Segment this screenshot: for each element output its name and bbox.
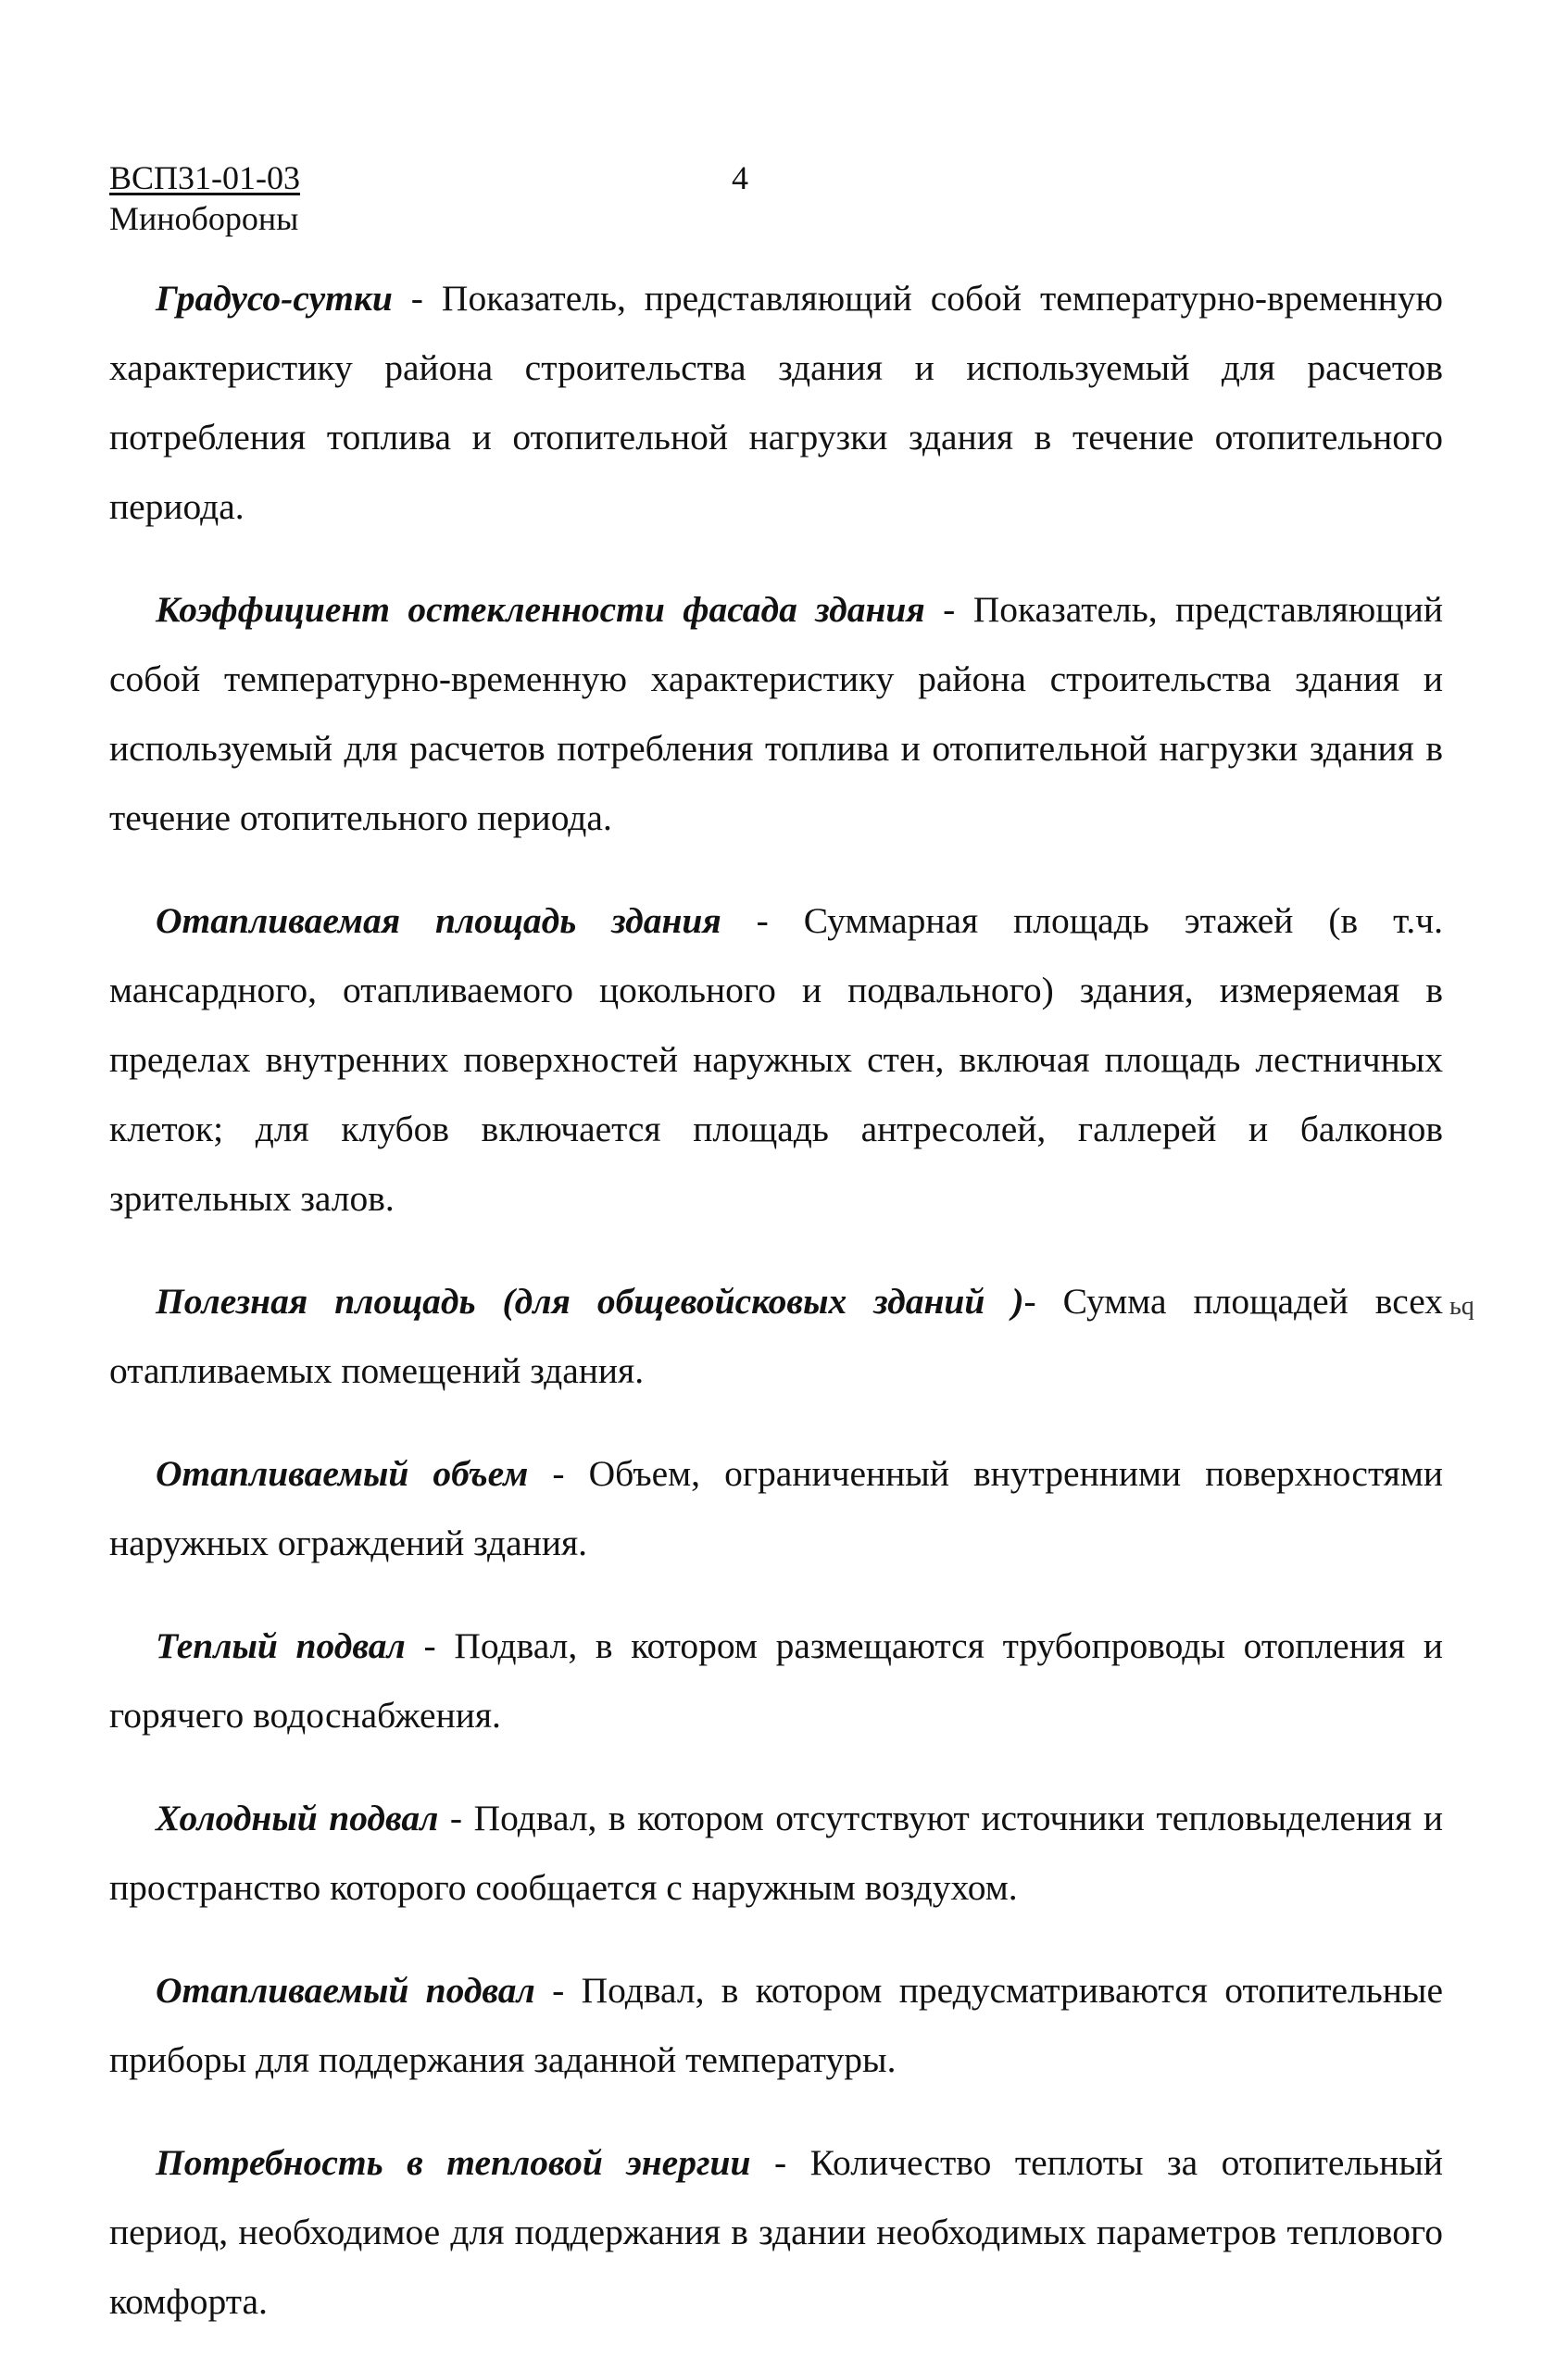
page-number: 4 — [732, 159, 748, 196]
term-name: Теплый подвал — [156, 1625, 406, 1666]
term-separator: - — [534, 1970, 582, 2011]
term-entry-heated-volume — [109, 1439, 1443, 1578]
term-separator: - — [392, 278, 442, 319]
term-name: Отапливаемый подвал — [156, 1970, 535, 2011]
term-definition: Показатель, представляющий собой температурно-временную характеристику района строительства здания и используемый для расчетов потребления топлива и отопительной нагрузки здания в течение отопительного периода. — [109, 589, 1443, 838]
term-definition: Подвал, в котором размещаются трубопроводы отопления и горячего водоснабжения. — [109, 1625, 1444, 1736]
term-definition: Суммарная площадь этажей (в т.ч. мансардного, отапливаемого цокольного и подвального) здания, измеряемая в пределах внутренних поверхностей наружных стен, включая площадь лестничных клеток; для клубов включается площадь антресолей, галлерей и балконов зрительных залов. — [109, 900, 1444, 1219]
term-separator: - — [721, 900, 804, 941]
term-entry-heated-area — [109, 886, 1443, 1234]
term-name: Отапливаемый объем — [156, 1453, 529, 1494]
term-name: Холодный подвал — [156, 1798, 439, 1838]
term-definition: Объем, ограниченный внутренними поверхностями наружных ограждений здания. — [109, 1453, 1443, 1563]
term-name: Отапливаемая площадь здания — [156, 900, 721, 941]
term-definition: Показатель, представляющий собой температурно-временную характеристику района строительства здания и используемый для расчетов потребления топлива и отопительной нагрузки здания в течение отопительного периода. — [109, 278, 1444, 527]
term-separator: - — [924, 589, 973, 630]
term-name: Коэффициент остекленности фасада здания — [156, 589, 925, 630]
term-entry-cold-basement — [109, 1784, 1443, 1923]
term-definition: Количество теплоты за отопительный период, необходимое для поддержания в здании необходимых параметров теплового комфорта. — [109, 2142, 1444, 2322]
term-separator: - — [405, 1625, 455, 1666]
term-separator: - — [528, 1453, 589, 1494]
term-separator: - — [750, 2142, 810, 2183]
term-entry-warm-basement — [109, 1611, 1443, 1750]
term-definition: Сумма площадей всех отапливаемых помещений здания. — [109, 1281, 1444, 1391]
term-entry-glazing-coefficient — [109, 575, 1443, 853]
term-name: Полезная площадь (для общевойсковых зданий ) — [156, 1281, 1024, 1322]
term-entry-heat-demand — [109, 2128, 1443, 2337]
document-code: ВСП31-01-03 — [109, 159, 300, 196]
term-separator: - — [438, 1798, 474, 1838]
term-separator: - — [1023, 1281, 1063, 1322]
margin-mark: ьq — [1449, 1292, 1474, 1321]
term-name: Потребность в тепловой энергии — [156, 2142, 751, 2183]
term-entry-degree-days — [109, 264, 1443, 542]
terms-list — [109, 264, 1443, 2370]
term-entry-useful-area — [109, 1267, 1443, 1406]
term-entry-heated-basement — [109, 1956, 1443, 2095]
organization-name: Минобороны — [109, 200, 299, 237]
term-name: Градусо-сутки — [156, 278, 393, 319]
term-definition: Подвал, в котором предусматриваются отопительные приборы для поддержания заданной температуры. — [109, 1970, 1443, 2080]
term-definition: Подвал, в котором отсутствуют источники тепловыделения и пространство которого сообщается с наружным воздухом. — [109, 1798, 1443, 1908]
